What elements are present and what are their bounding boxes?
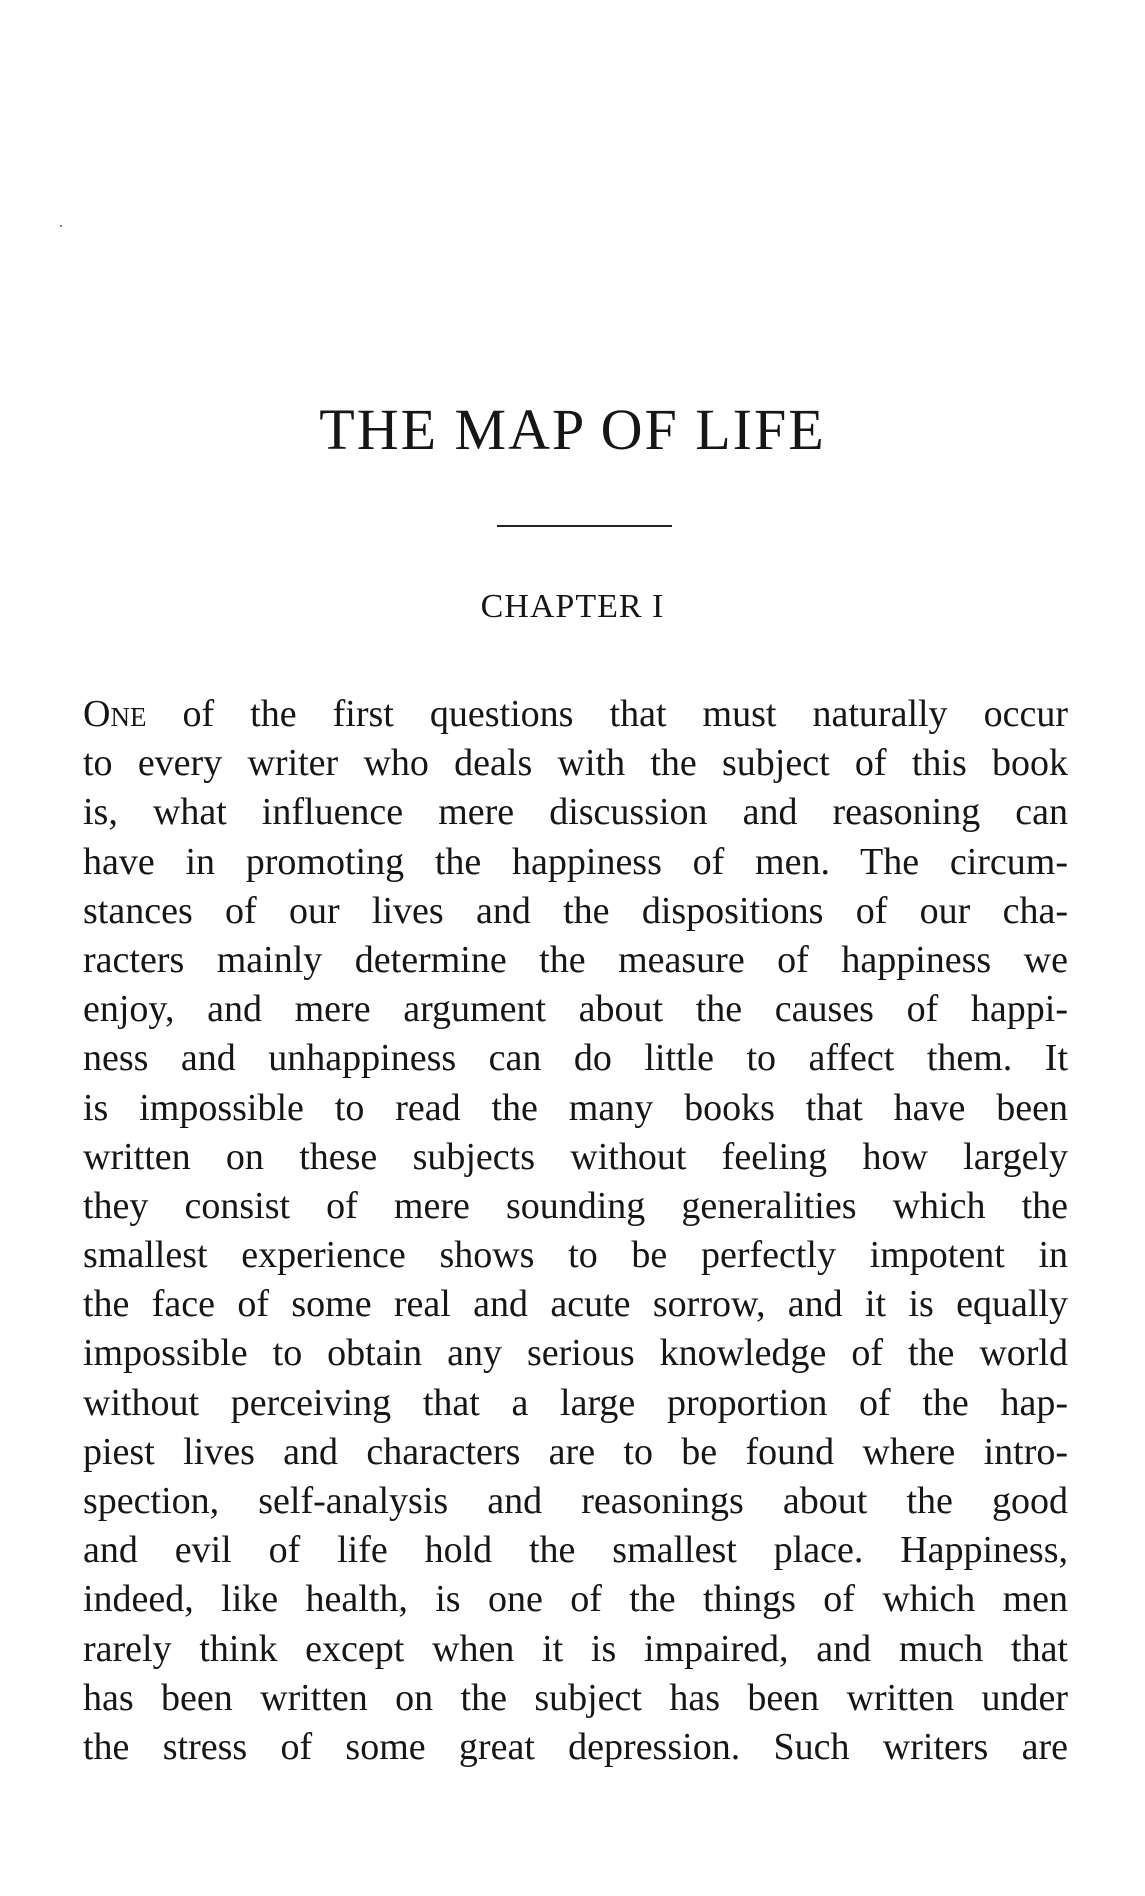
text-line: is impossible to read the many books that have been [83,1086,1068,1129]
text-line: without perceiving that a large proportion of the hap- [83,1381,1068,1424]
drop-word: One [83,693,147,735]
chapter-body-text [83,690,1068,1772]
text-line: rarely think except when it is impaired, and much that [83,1627,1068,1670]
text-line: to every writer who deals with the subject of this book [83,742,1068,785]
text-line: spection, self-analysis and reasonings about the good [83,1480,1068,1522]
text-line: have in promoting the happiness of men. The circum- [83,840,1068,883]
book-title: THE MAP OF LIFE [319,397,826,462]
text-line: smallest experience shows to be perfectly impotent in [83,1234,1068,1277]
text-line: impossible to obtain any serious knowledge of the world [83,1332,1068,1375]
text-line: the face of some real and acute sorrow, and it is equally [83,1283,1068,1326]
text-line: has been written on the subject has been written under [83,1676,1068,1719]
text-line: the stress of some great depression. Such writers are [83,1725,1068,1768]
chapter-heading: CHAPTER I [480,588,665,625]
title-divider-rule [497,525,672,527]
text-line [83,690,1068,739]
text-line: enjoy, and mere argument about the causes of happi- [83,988,1068,1031]
scan-speck [60,225,62,227]
text-line: written on these subjects without feeling how largely [83,1135,1068,1178]
first-line-text: of the first questions that must naturally occur [146,693,1068,735]
text-line: is, what influence mere discussion and reasoning can [83,791,1068,834]
text-line: indeed, like health, is one of the things of which men [83,1578,1068,1621]
text-line: stances of our lives and the dispositions of our cha- [83,889,1068,932]
text-line: racters mainly determine the measure of happiness we [83,938,1068,981]
text-line: they consist of mere sounding generalities which the [83,1184,1068,1227]
text-line: and evil of life hold the smallest place. Happiness, [83,1529,1068,1572]
text-line: ness and unhappiness can do little to affect them. It [83,1037,1068,1080]
text-line: piest lives and characters are to be found where intro- [83,1430,1068,1473]
